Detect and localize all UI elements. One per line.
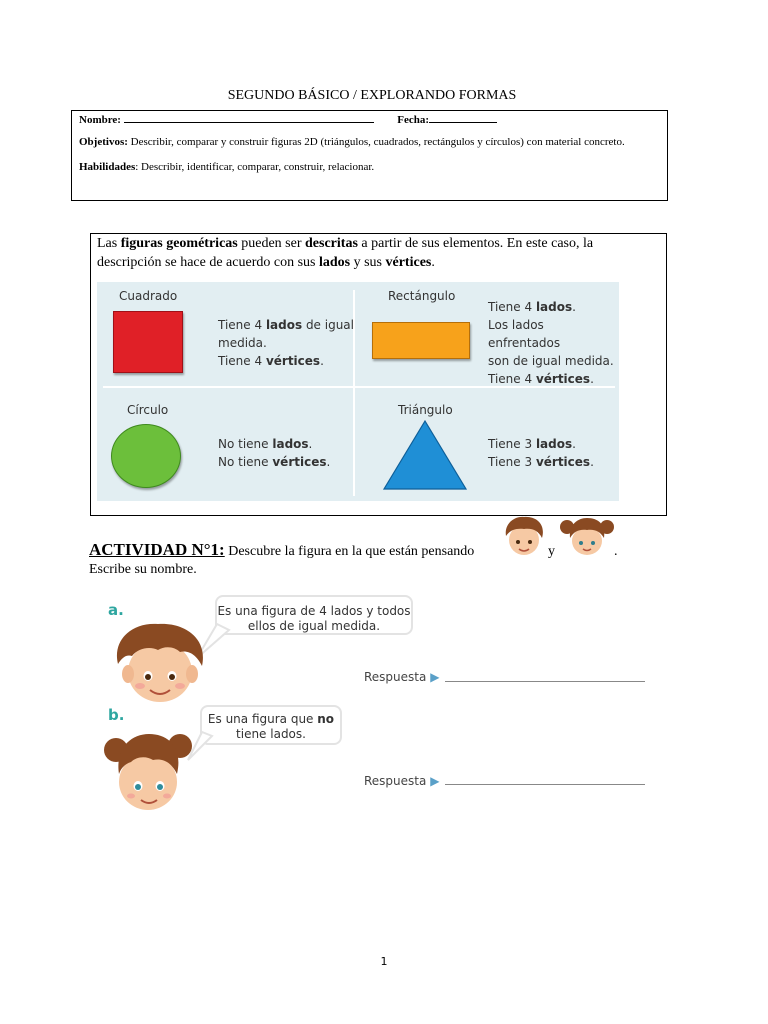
square-description: Tiene 4 lados de igual medida. Tiene 4 vértices. — [218, 318, 354, 368]
activity-heading-line — [89, 540, 474, 560]
bubble-text: ellos de igual medida. — [247, 619, 381, 633]
skills-text: : Describir, identificar, comparar, construir, relacionar. — [135, 161, 375, 173]
circle-title: Círculo — [127, 403, 169, 417]
rectangle-title: Rectángulo — [388, 289, 456, 303]
name-blank[interactable] — [124, 112, 374, 123]
intro-paragraph — [97, 234, 657, 272]
bubble-text: Es una figura que — [207, 712, 318, 726]
answer-label: Respuesta — [364, 774, 427, 788]
item-a-letter: a. — [108, 601, 124, 619]
triangle-shape — [380, 419, 470, 491]
skills — [79, 161, 374, 173]
intro-text: y sus — [350, 255, 386, 270]
arrow-right-icon: ▶ — [430, 670, 440, 684]
activity-dot: . — [614, 544, 618, 559]
item-b-answer-line[interactable] — [445, 784, 645, 785]
objectives-text: Describir, comparar y construir figuras 2D (triángulos, cuadrados, rectángulos y círculos) con material concreto. — [130, 136, 625, 148]
boy-character-icon — [110, 620, 210, 708]
intro-text: pueden ser — [237, 236, 306, 251]
boy-face-icon — [500, 514, 548, 558]
bubble-text: Es una figura de 4 lados y todos — [217, 604, 411, 618]
page-number: 1 — [380, 955, 388, 968]
intro-bold: vértices — [385, 255, 432, 270]
name-date-row — [79, 112, 497, 126]
shapes-box — [90, 233, 667, 516]
answer-label: Respuesta — [364, 670, 427, 684]
student-info-box — [71, 110, 668, 201]
triangle-title: Triángulo — [398, 403, 453, 417]
objectives — [79, 136, 639, 148]
intro-bold: descritas — [305, 236, 358, 251]
date-blank[interactable] — [429, 112, 497, 123]
square-title: Cuadrado — [119, 289, 178, 303]
activity-instruction-2: Escribe su nombre. — [89, 562, 197, 577]
objectives-label: Objetivos: — [79, 136, 128, 148]
intro-text: Las — [97, 236, 121, 251]
item-b-speech-bubble — [200, 705, 342, 745]
page-title: SEGUNDO BÁSICO / EXPLORANDO FORMAS — [227, 88, 517, 103]
intro-bold: figuras geométricas — [120, 236, 238, 251]
item-a-answer-label — [364, 670, 439, 684]
activity-heading: ACTIVIDAD N°1: — [89, 540, 225, 559]
rectangle-shape — [372, 322, 470, 359]
item-b-letter: b. — [108, 706, 125, 724]
item-b-answer-label — [364, 774, 439, 788]
intro-text: . — [431, 255, 435, 270]
activity-instruction: Descubre la figura en la que están pensando — [224, 544, 475, 559]
name-label: Nombre: — [79, 114, 121, 126]
item-a-speech-bubble — [215, 595, 413, 635]
bubble-bold: no — [317, 712, 335, 726]
bubble-text: tiene lados. — [236, 727, 306, 741]
triangle-description: Tiene 3 lados. Tiene 3 vértices. — [488, 437, 594, 469]
circle-shape — [111, 424, 181, 488]
girl-character-icon — [103, 726, 193, 816]
date-label: Fecha: — [397, 114, 429, 126]
girl-face-icon — [558, 514, 616, 558]
skills-label: Habilidades — [79, 161, 136, 173]
circle-description: No tiene lados. No tiene vértices. — [218, 437, 331, 469]
rectangle-description: Tiene 4 lados. Los lados enfrentados son de igual medida. Tiene 4 vértices. — [488, 300, 614, 386]
item-a-answer-line[interactable] — [445, 681, 645, 682]
intro-bold: lados — [318, 255, 351, 270]
intro-text: a partir de sus elementos. En este caso, la descripción se hace de acuerdo con sus — [97, 236, 594, 270]
square-shape — [113, 311, 183, 373]
shapes-panel — [97, 282, 619, 501]
activity-and: y — [548, 544, 555, 559]
arrow-right-icon: ▶ — [430, 774, 440, 788]
